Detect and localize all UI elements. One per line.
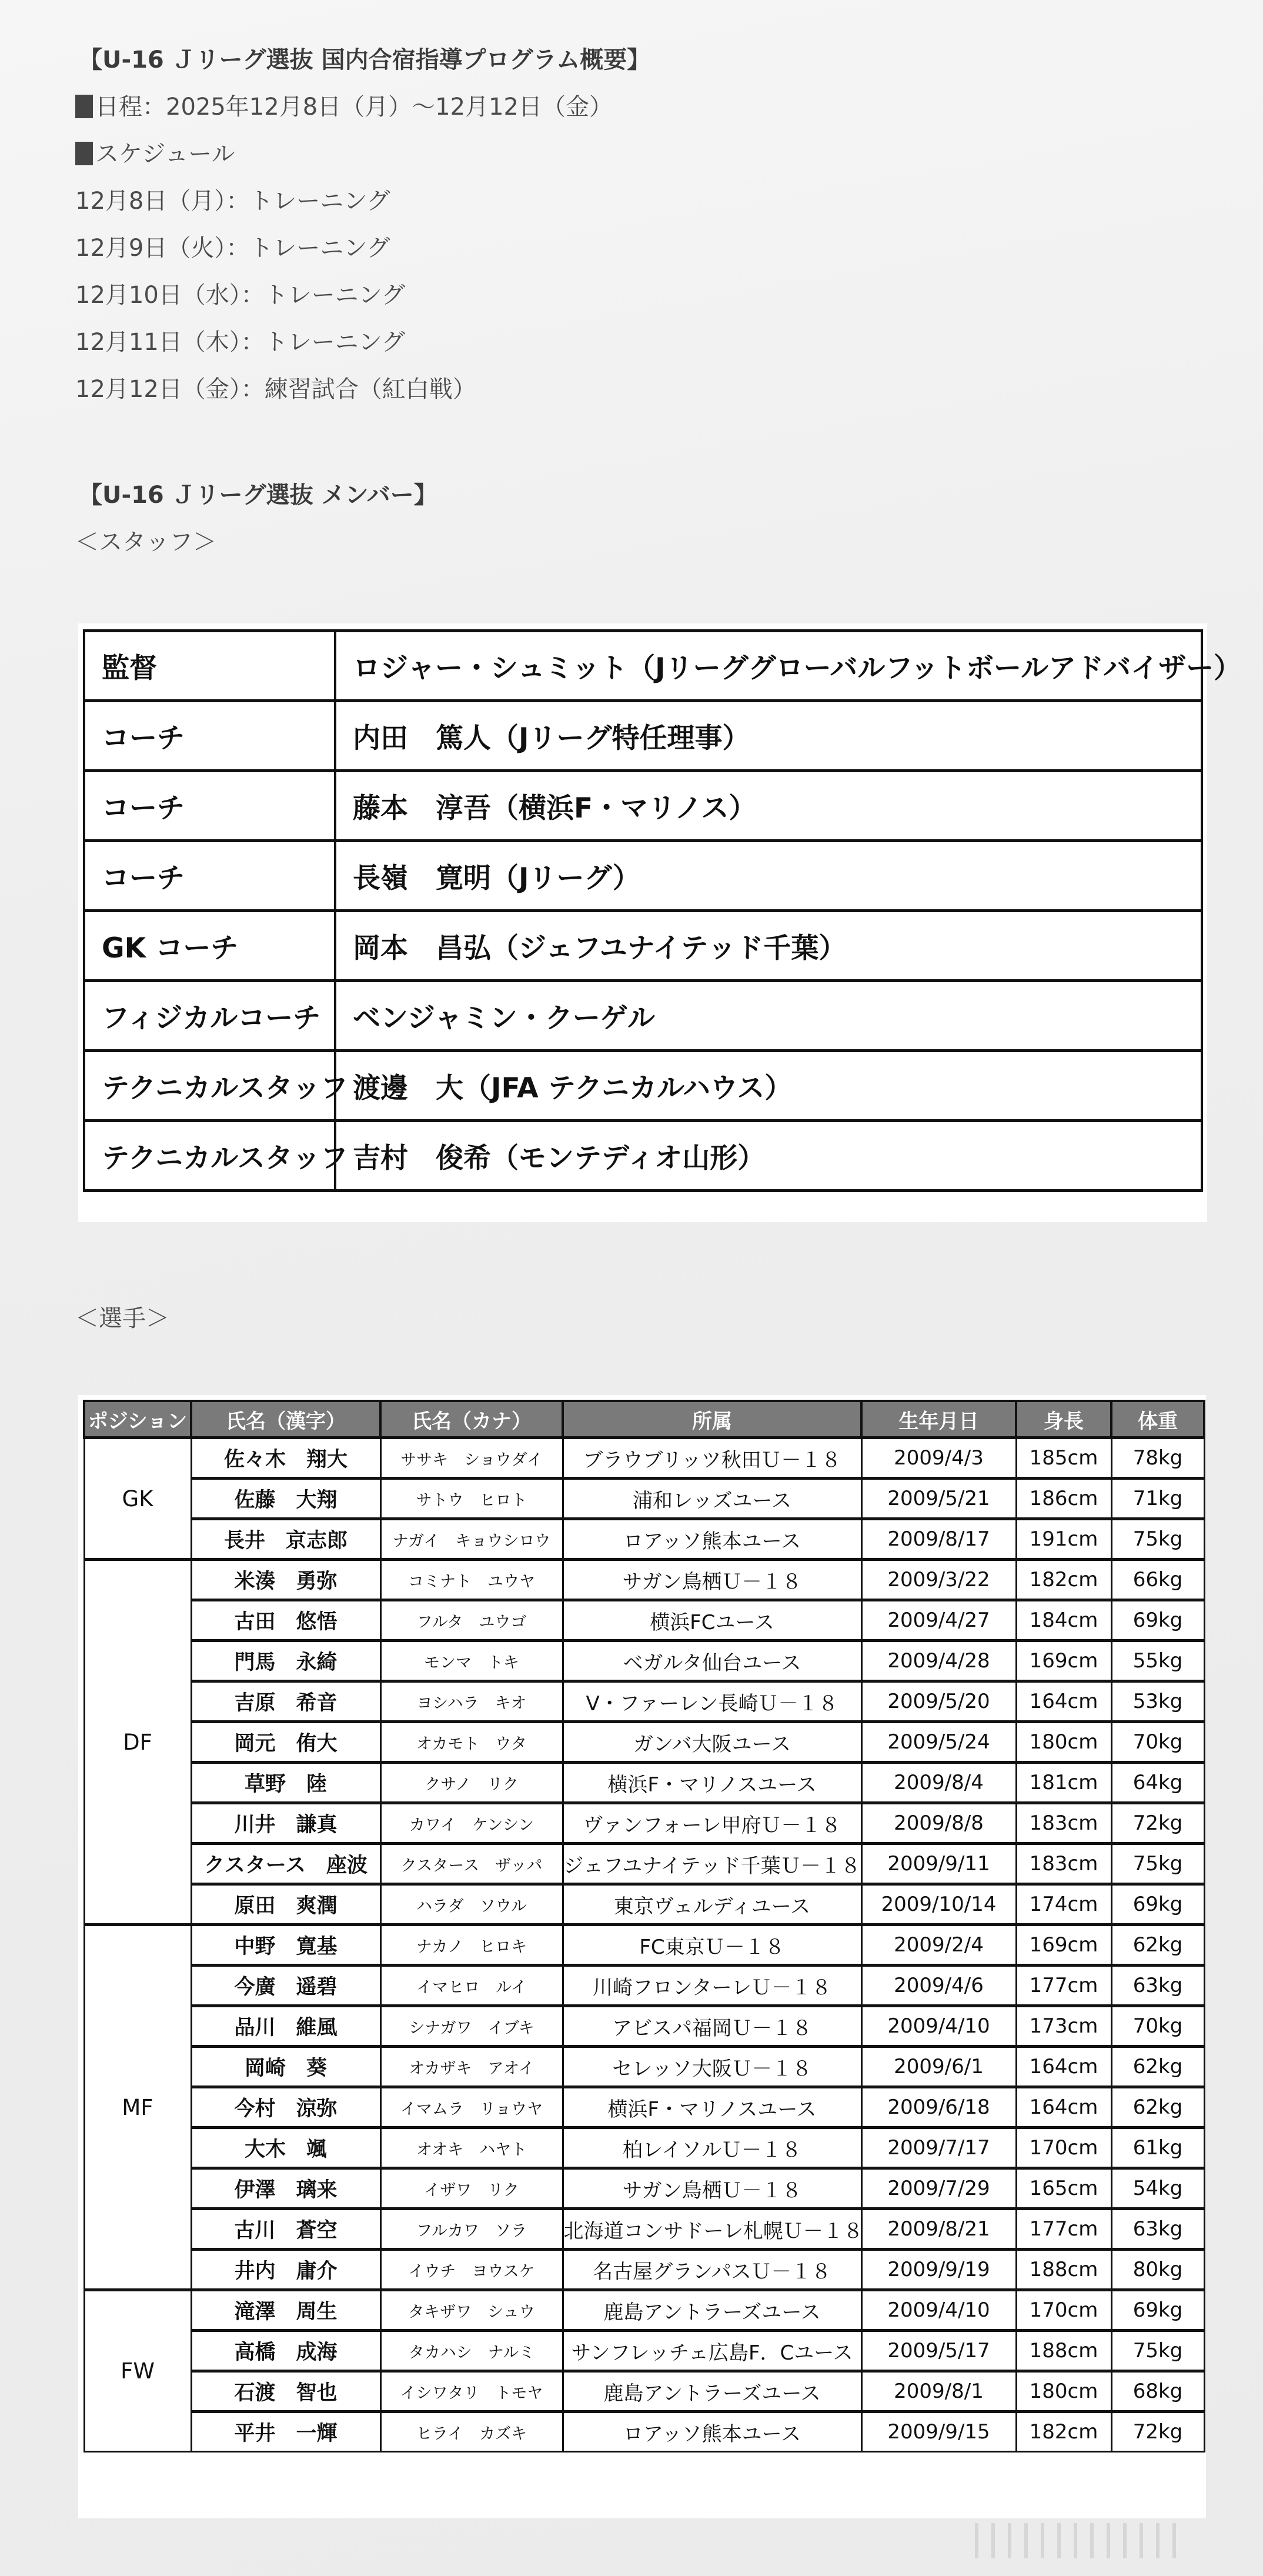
table-row: [84, 2250, 1204, 2290]
player-club: ガンバ大阪ユース: [563, 1722, 861, 1763]
player-height: 180cm: [1016, 1722, 1111, 1763]
player-club: 川崎フロンターレＵ－１８: [563, 1966, 861, 2006]
player-dob: 2009/6/18: [861, 2087, 1016, 2128]
player-height: 164cm: [1016, 1681, 1111, 1722]
table-row: [84, 2128, 1204, 2168]
player-name: 岡崎 葵: [191, 2047, 380, 2087]
player-name: 草野 陸: [191, 1763, 380, 1803]
table-row: [84, 2168, 1204, 2209]
player-kana: イシワタリ トモヤ: [380, 2371, 563, 2412]
player-name: 川井 謙真: [191, 1803, 380, 1844]
staff-name: 藤本 淳吾（横浜F・マリノス）: [335, 771, 1202, 841]
table-row: [84, 2290, 1204, 2331]
position-cell: GK: [84, 1438, 191, 1560]
player-name: 今村 涼弥: [191, 2087, 380, 2128]
player-weight: 64kg: [1111, 1763, 1204, 1803]
player-kana: オカモト ウタ: [380, 1722, 563, 1763]
table-row: [84, 1681, 1204, 1722]
player-weight: 54kg: [1111, 2168, 1204, 2209]
player-name: 平井 一輝: [191, 2412, 380, 2452]
player-height: 169cm: [1016, 1925, 1111, 1966]
player-kana: ナガイ キョウシロウ: [380, 1519, 563, 1560]
schedule-item: 12月8日（月）：トレーニング: [75, 188, 390, 215]
player-name: 高橋 成海: [191, 2331, 380, 2371]
staff-role: GK コーチ: [84, 911, 335, 981]
player-club: 柏レイソルＵ－１８: [563, 2128, 861, 2168]
player-name: 原田 爽潤: [191, 1884, 380, 1925]
staff-name: 岡本 昌弘（ジェフユナイテッド千葉）: [335, 911, 1202, 981]
player-height: 174cm: [1016, 1884, 1111, 1925]
player-name: 大木 颯: [191, 2128, 380, 2168]
player-weight: 62kg: [1111, 2087, 1204, 2128]
player-club: 横浜F・マリノスユース: [563, 1763, 861, 1803]
player-height: 177cm: [1016, 2209, 1111, 2250]
staff-role: 監督: [84, 631, 335, 701]
player-kana: コミナト ユウヤ: [380, 1560, 563, 1600]
player-dob: 2009/5/24: [861, 1722, 1016, 1763]
player-name: 古川 蒼空: [191, 2209, 380, 2250]
staff-name: ロジャー・シュミット（Jリーググローバルフットボールアドバイザー）: [335, 631, 1202, 701]
player-weight: 75kg: [1111, 1844, 1204, 1884]
player-dob: 2009/5/17: [861, 2331, 1016, 2371]
player-height: 177cm: [1016, 1966, 1111, 2006]
player-weight: 78kg: [1111, 1438, 1204, 1479]
column-header: 身長: [1016, 1401, 1111, 1438]
table-row: [84, 1641, 1204, 1681]
player-height: 188cm: [1016, 2331, 1111, 2371]
players-heading: ＜選手＞: [75, 1305, 169, 1332]
player-height: 184cm: [1016, 1600, 1111, 1641]
player-kana: フルカワ ソラ: [380, 2209, 563, 2250]
table-row: [84, 1438, 1204, 1479]
position-cell: DF: [84, 1560, 191, 1925]
player-dob: 2009/10/14: [861, 1884, 1016, 1925]
player-dob: 2009/9/15: [861, 2412, 1016, 2452]
player-dob: 2009/4/10: [861, 2006, 1016, 2047]
player-club: ロアッソ熊本ユース: [563, 2412, 861, 2452]
player-club: 横浜F・マリノスユース: [563, 2087, 861, 2128]
column-header: 氏名（漢字）: [191, 1401, 380, 1438]
player-dob: 2009/4/28: [861, 1641, 1016, 1681]
table-row: [84, 1844, 1204, 1884]
table-row: [84, 2087, 1204, 2128]
player-club: 鹿島アントラーズユース: [563, 2290, 861, 2331]
player-club: 鹿島アントラーズユース: [563, 2371, 861, 2412]
player-height: 188cm: [1016, 2250, 1111, 2290]
player-dob: 2009/4/3: [861, 1438, 1016, 1479]
column-header: 氏名（カナ）: [380, 1401, 563, 1438]
player-club: 北海道コンサドーレ札幌Ｕ－１８: [563, 2209, 861, 2250]
staff-role: コーチ: [84, 841, 335, 911]
player-club: ジェフユナイテッド千葉Ｕ－１８: [563, 1844, 861, 1884]
player-height: 165cm: [1016, 2168, 1111, 2209]
player-club: サンフレッチェ広島F．Cユース: [563, 2331, 861, 2371]
player-club: 名古屋グランパスＵ－１８: [563, 2250, 861, 2290]
schedule-item: 12月10日（水）：トレーニング: [75, 282, 405, 309]
table-row: [84, 1560, 1204, 1600]
player-weight: 61kg: [1111, 2128, 1204, 2168]
schedule-item: 12月12日（金）：練習試合（紅白戦）: [75, 376, 476, 403]
column-header: 生年月日: [861, 1401, 1016, 1438]
player-dob: 2009/8/4: [861, 1763, 1016, 1803]
table-row: [84, 1884, 1204, 1925]
player-kana: ナカノ ヒロキ: [380, 1925, 563, 1966]
staff-table: [83, 629, 1242, 1192]
player-height: 191cm: [1016, 1519, 1111, 1560]
staff-name: 長嶺 寛明（Jリーグ）: [335, 841, 1202, 911]
player-height: 186cm: [1016, 1479, 1111, 1519]
player-weight: 72kg: [1111, 1803, 1204, 1844]
player-club: アビスパ福岡Ｕ－１８: [563, 2006, 861, 2047]
player-kana: サトウ ヒロト: [380, 1479, 563, 1519]
column-header: 体重: [1111, 1401, 1204, 1438]
staff-row: [84, 631, 1202, 701]
table-row: [84, 2209, 1204, 2250]
player-weight: 71kg: [1111, 1479, 1204, 1519]
program-title: 【U-16 Ｊリーグ選抜 国内合宿指導プログラム概要】: [79, 46, 651, 74]
player-dob: 2009/5/20: [861, 1681, 1016, 1722]
player-club: サガン鳥栖Ｕ－１８: [563, 2168, 861, 2209]
player-kana: オオキ ハヤト: [380, 2128, 563, 2168]
player-club: ベガルタ仙台ユース: [563, 1641, 861, 1681]
player-height: 164cm: [1016, 2047, 1111, 2087]
player-height: 173cm: [1016, 2006, 1111, 2047]
player-name: 岡元 侑大: [191, 1722, 380, 1763]
square-bullet-icon: [75, 142, 93, 165]
player-height: 185cm: [1016, 1438, 1111, 1479]
members-title: 【U-16 Ｊリーグ選抜 メンバー】: [79, 482, 437, 509]
player-weight: 75kg: [1111, 1519, 1204, 1560]
table-row: [84, 1519, 1204, 1560]
player-kana: クサノ リク: [380, 1763, 563, 1803]
player-kana: タキザワ シュウ: [380, 2290, 563, 2331]
player-club: ブラウブリッツ秋田Ｕ－１８: [563, 1438, 861, 1479]
schedule-item: 12月11日（木）：トレーニング: [75, 329, 405, 356]
staff-row: [84, 1051, 1202, 1121]
player-height: 180cm: [1016, 2371, 1111, 2412]
player-kana: オカザキ アオイ: [380, 2047, 563, 2087]
player-dob: 2009/9/11: [861, 1844, 1016, 1884]
player-height: 164cm: [1016, 2087, 1111, 2128]
player-name: 石渡 智也: [191, 2371, 380, 2412]
square-bullet-icon: [75, 95, 93, 118]
player-kana: イマヒロ ルイ: [380, 1966, 563, 2006]
program-dates: 日程：2025年12月8日（月）～12月12日（金）: [75, 88, 613, 122]
player-dob: 2009/8/8: [861, 1803, 1016, 1844]
player-name: クスタース 座波: [191, 1844, 380, 1884]
position-cell: MF: [84, 1925, 191, 2290]
player-name: 佐藤 大翔: [191, 1479, 380, 1519]
table-row: [84, 2371, 1204, 2412]
player-weight: 70kg: [1111, 2006, 1204, 2047]
player-club: 横浜FCユース: [563, 1600, 861, 1641]
schedule-heading: スケジュール: [75, 135, 235, 169]
player-weight: 55kg: [1111, 1641, 1204, 1681]
player-weight: 62kg: [1111, 1925, 1204, 1966]
table-row: [84, 2412, 1204, 2452]
player-kana: ハラダ ソウル: [380, 1884, 563, 1925]
player-kana: ヒライ カズキ: [380, 2412, 563, 2452]
player-club: FC東京Ｕ－１８: [563, 1925, 861, 1966]
player-kana: カワイ ケンシン: [380, 1803, 563, 1844]
player-club: 東京ヴェルディユース: [563, 1884, 861, 1925]
player-weight: 72kg: [1111, 2412, 1204, 2452]
player-name: 長井 京志郎: [191, 1519, 380, 1560]
player-dob: 2009/8/17: [861, 1519, 1016, 1560]
player-kana: イザワ リク: [380, 2168, 563, 2209]
staff-role: コーチ: [84, 701, 335, 771]
player-dob: 2009/4/6: [861, 1966, 1016, 2006]
watermark: [975, 2523, 1239, 2558]
player-height: 170cm: [1016, 2290, 1111, 2331]
staff-row: [84, 771, 1202, 841]
player-weight: 66kg: [1111, 1560, 1204, 1600]
player-dob: 2009/5/21: [861, 1479, 1016, 1519]
player-kana: フルタ ユウゴ: [380, 1600, 563, 1641]
player-name: 滝澤 周生: [191, 2290, 380, 2331]
player-dob: 2009/8/1: [861, 2371, 1016, 2412]
player-name: 米湊 勇弥: [191, 1560, 380, 1600]
position-cell: FW: [84, 2290, 191, 2452]
player-name: 門馬 永綺: [191, 1641, 380, 1681]
players-table: [83, 1400, 1205, 2452]
staff-row: [84, 1121, 1202, 1191]
player-height: 183cm: [1016, 1803, 1111, 1844]
player-kana: クスタース ザッパ: [380, 1844, 563, 1884]
player-weight: 68kg: [1111, 2371, 1204, 2412]
staff-row: [84, 981, 1202, 1051]
player-weight: 62kg: [1111, 2047, 1204, 2087]
player-club: セレッソ大阪Ｕ－１８: [563, 2047, 861, 2087]
player-dob: 2009/4/27: [861, 1600, 1016, 1641]
player-name: 中野 寛基: [191, 1925, 380, 1966]
table-row: [84, 1925, 1204, 1966]
table-row: [84, 1479, 1204, 1519]
player-name: 品川 維風: [191, 2006, 380, 2047]
player-kana: タカハシ ナルミ: [380, 2331, 563, 2371]
player-name: 今廣 遥碧: [191, 1966, 380, 2006]
player-height: 181cm: [1016, 1763, 1111, 1803]
player-weight: 70kg: [1111, 1722, 1204, 1763]
player-weight: 75kg: [1111, 2331, 1204, 2371]
player-name: 伊澤 璃来: [191, 2168, 380, 2209]
table-row: [84, 1803, 1204, 1844]
player-weight: 63kg: [1111, 1966, 1204, 2006]
player-weight: 80kg: [1111, 2250, 1204, 2290]
player-kana: ヨシハラ キオ: [380, 1681, 563, 1722]
player-name: 井内 庸介: [191, 2250, 380, 2290]
column-header: 所属: [563, 1401, 861, 1438]
player-name: 佐々木 翔大: [191, 1438, 380, 1479]
player-height: 183cm: [1016, 1844, 1111, 1884]
player-club: サガン鳥栖Ｕ－１８: [563, 1560, 861, 1600]
staff-role: コーチ: [84, 771, 335, 841]
staff-role: テクニカルスタッフ: [84, 1051, 335, 1121]
player-name: 吉原 希音: [191, 1681, 380, 1722]
player-dob: 2009/2/4: [861, 1925, 1016, 1966]
player-club: ロアッソ熊本ユース: [563, 1519, 861, 1560]
player-height: 170cm: [1016, 2128, 1111, 2168]
table-row: [84, 2047, 1204, 2087]
player-dob: 2009/4/10: [861, 2290, 1016, 2331]
player-weight: 69kg: [1111, 1600, 1204, 1641]
staff-row: [84, 841, 1202, 911]
player-kana: イウチ ヨウスケ: [380, 2250, 563, 2290]
player-height: 182cm: [1016, 2412, 1111, 2452]
column-header: ポジション: [84, 1401, 191, 1438]
player-club: 浦和レッズユース: [563, 1479, 861, 1519]
player-dob: 2009/3/22: [861, 1560, 1016, 1600]
player-kana: イマムラ リョウヤ: [380, 2087, 563, 2128]
table-row: [84, 1722, 1204, 1763]
staff-name: 内田 篤人（Jリーグ特任理事）: [335, 701, 1202, 771]
table-row: [84, 2331, 1204, 2371]
staff-row: [84, 701, 1202, 771]
player-kana: モンマ トキ: [380, 1641, 563, 1681]
staff-name: ベンジャミン・クーゲル: [335, 981, 1202, 1051]
staff-role: テクニカルスタッフ: [84, 1121, 335, 1191]
player-height: 182cm: [1016, 1560, 1111, 1600]
player-club: V・ファーレン長崎Ｕ－１８: [563, 1681, 861, 1722]
player-name: 古田 悠悟: [191, 1600, 380, 1641]
staff-name: 吉村 俊希（モンテディオ山形）: [335, 1121, 1202, 1191]
staff-row: [84, 911, 1202, 981]
player-dob: 2009/7/29: [861, 2168, 1016, 2209]
staff-name: 渡邊 大（JFA テクニカルハウス）: [335, 1051, 1202, 1121]
player-dob: 2009/8/21: [861, 2209, 1016, 2250]
staff-heading: ＜スタッフ＞: [75, 529, 216, 556]
schedule-item: 12月9日（火）：トレーニング: [75, 235, 390, 262]
player-height: 169cm: [1016, 1641, 1111, 1681]
table-row: [84, 1600, 1204, 1641]
player-dob: 2009/7/17: [861, 2128, 1016, 2168]
player-weight: 63kg: [1111, 2209, 1204, 2250]
player-dob: 2009/9/19: [861, 2250, 1016, 2290]
player-dob: 2009/6/1: [861, 2047, 1016, 2087]
player-weight: 69kg: [1111, 1884, 1204, 1925]
player-kana: シナガワ イブキ: [380, 2006, 563, 2047]
player-club: ヴァンフォーレ甲府Ｕ－１８: [563, 1803, 861, 1844]
player-weight: 69kg: [1111, 2290, 1204, 2331]
staff-role: フィジカルコーチ: [84, 981, 335, 1051]
player-weight: 53kg: [1111, 1681, 1204, 1722]
player-kana: ササキ ショウダイ: [380, 1438, 563, 1479]
table-row: [84, 1966, 1204, 2006]
table-row: [84, 1763, 1204, 1803]
table-row: [84, 2006, 1204, 2047]
